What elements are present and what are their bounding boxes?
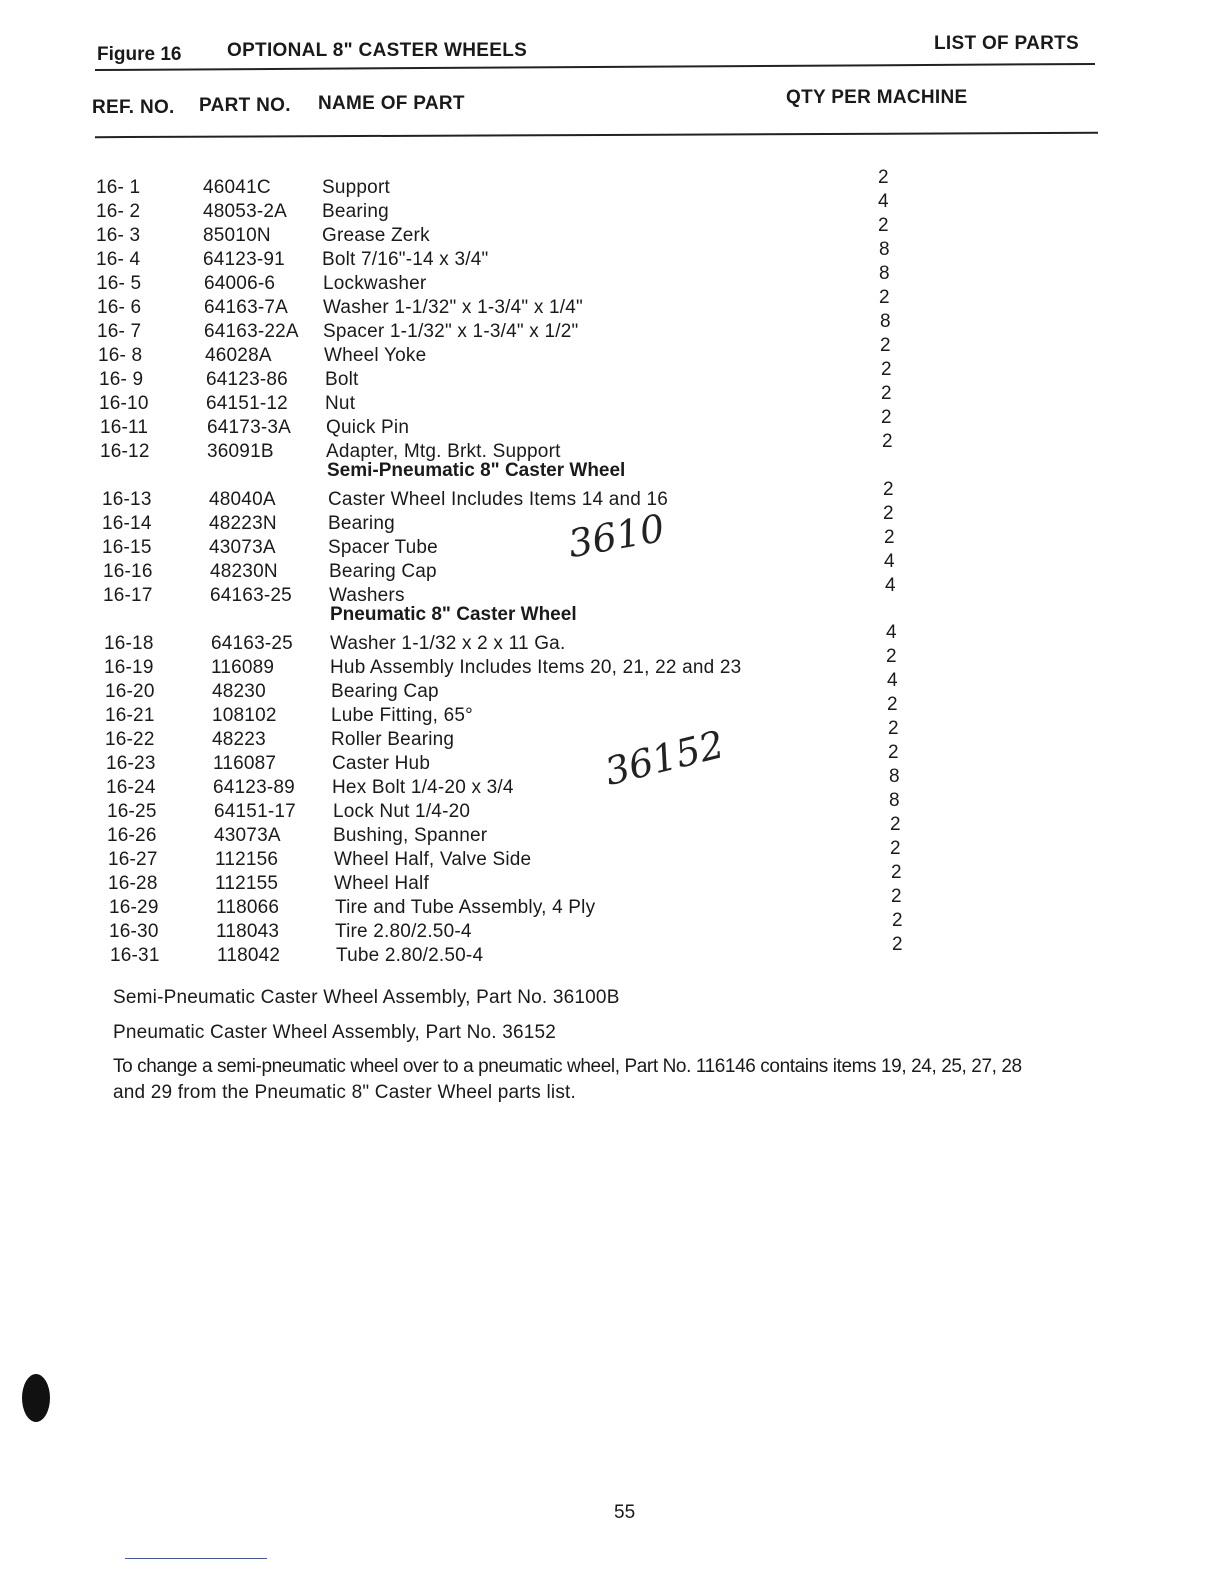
- qty-value: 2: [891, 862, 902, 883]
- ref-no: 16-28: [108, 873, 158, 894]
- part-name: Bolt: [325, 369, 359, 390]
- part-no: 48223N: [209, 513, 277, 534]
- figure-label: Figure 16: [97, 44, 182, 65]
- part-name: Tube 2.80/2.50-4: [336, 945, 484, 966]
- ref-no: 16- 7: [97, 321, 142, 342]
- part-no: 118066: [216, 897, 280, 918]
- part-no: 64173-3A: [207, 417, 292, 438]
- part-name: Bearing Cap: [331, 681, 439, 702]
- qty-value: 2: [892, 934, 903, 955]
- part-no: 64151-12: [206, 393, 288, 414]
- ref-no: 16-22: [105, 729, 155, 750]
- part-no: 48223: [212, 729, 266, 750]
- ref-no: 16-30: [109, 921, 159, 942]
- ref-no: 16- 1: [96, 177, 141, 198]
- part-name: Washers: [329, 585, 405, 606]
- binder-hole-mark: [22, 1374, 50, 1422]
- part-name: Washer 1-1/32 x 2 x 11 Ga.: [330, 633, 566, 654]
- ref-no: 16-19: [104, 657, 154, 678]
- ref-no: 16-21: [105, 705, 155, 726]
- qty-value: 8: [879, 239, 890, 260]
- part-name: Roller Bearing: [331, 729, 455, 750]
- part-name: Nut: [325, 393, 356, 414]
- ref-no: 16-14: [102, 513, 152, 534]
- qty-value: 2: [881, 359, 892, 380]
- ref-no: 16-18: [104, 633, 154, 654]
- part-no: 118042: [217, 945, 281, 966]
- qty-value: 2: [881, 383, 892, 404]
- ref-no: 16- 3: [96, 225, 141, 246]
- ref-no: 16-24: [106, 777, 156, 798]
- ref-no: 16- 5: [97, 273, 142, 294]
- part-name: Hub Assembly Includes Items 20, 21, 22 and 23: [330, 657, 742, 678]
- part-name: Lube Fitting, 65°: [331, 705, 473, 726]
- part-no: 64123-91: [203, 249, 285, 270]
- part-no: 43073A: [209, 537, 276, 558]
- column-header-rule: [95, 132, 1098, 138]
- col-part-no: PART NO.: [199, 95, 291, 116]
- part-name: Wheel Yoke: [324, 345, 427, 366]
- ref-no: 16-25: [107, 801, 157, 822]
- qty-value: 2: [888, 718, 899, 739]
- header-rule: [95, 63, 1095, 71]
- part-no: 64006-6: [204, 273, 276, 294]
- qty-value: 2: [887, 694, 898, 715]
- qty-value: 2: [878, 215, 889, 236]
- qty-value: 4: [886, 622, 897, 643]
- qty-value: 2: [880, 335, 891, 356]
- conversion-note-line1: To change a semi-pneumatic wheel over to a pneumatic wheel, Part No. 116146 contains items 19, 24, 25, 27, 28: [113, 1056, 1022, 1077]
- qty-value: 2: [878, 167, 889, 188]
- part-name: Spacer Tube: [328, 537, 438, 558]
- part-no: 36091B: [207, 441, 274, 462]
- ref-no: 16-17: [103, 585, 153, 606]
- ref-no: 16- 9: [99, 369, 144, 390]
- handwritten-note-36152: 36152: [600, 722, 729, 794]
- ref-no: 16-15: [102, 537, 152, 558]
- part-name: Support: [322, 177, 390, 198]
- part-name: Bearing: [322, 201, 389, 222]
- part-no: 48040A: [209, 489, 276, 510]
- ref-no: 16-12: [100, 441, 150, 462]
- part-no: 48053-2A: [203, 201, 288, 222]
- qty-value: 2: [883, 479, 894, 500]
- col-qty: QTY PER MACHINE: [786, 87, 968, 108]
- qty-value: 4: [884, 551, 895, 572]
- part-name: Hex Bolt 1/4-20 x 3/4: [332, 777, 514, 798]
- qty-value: 2: [890, 814, 901, 835]
- semi-pneumatic-assembly-note: Semi-Pneumatic Caster Wheel Assembly, Part No. 36100B: [113, 987, 620, 1008]
- ref-no: 16-27: [108, 849, 158, 870]
- part-name: Wheel Half: [334, 873, 429, 894]
- part-no: 118043: [216, 921, 280, 942]
- ref-no: 16- 4: [96, 249, 141, 270]
- qty-value: 8: [880, 311, 891, 332]
- ref-no: 16-13: [102, 489, 152, 510]
- qty-value: 2: [891, 886, 902, 907]
- part-name: Bushing, Spanner: [333, 825, 488, 846]
- pneumatic-assembly-note: Pneumatic Caster Wheel Assembly, Part No. 36152: [113, 1022, 557, 1043]
- col-ref-no: REF. NO.: [92, 97, 175, 118]
- part-no: 112155: [215, 873, 279, 894]
- part-no: 85010N: [203, 225, 271, 246]
- part-name: Bearing: [328, 513, 395, 534]
- ref-no: 16- 2: [96, 201, 141, 222]
- part-name: Washer 1-1/32" x 1-3/4" x 1/4": [323, 297, 583, 318]
- part-name: Bearing Cap: [329, 561, 437, 582]
- qty-value: 2: [884, 527, 895, 548]
- ref-no: 16-11: [100, 417, 149, 438]
- footer-blue-line: [125, 1558, 267, 1559]
- part-name: Tire and Tube Assembly, 4 Ply: [335, 897, 596, 918]
- part-no: 46041C: [203, 177, 271, 198]
- part-no: 64151-17: [214, 801, 296, 822]
- qty-value: 2: [879, 287, 890, 308]
- part-name: Grease Zerk: [322, 225, 430, 246]
- qty-value: 2: [886, 646, 897, 667]
- page-number: 55: [614, 1502, 636, 1523]
- qty-value: 2: [888, 742, 899, 763]
- part-no: 64163-25: [211, 633, 293, 654]
- part-no: 64163-22A: [204, 321, 299, 342]
- ref-no: 16-29: [109, 897, 159, 918]
- part-name: Wheel Half, Valve Side: [334, 849, 532, 870]
- part-no: 64163-7A: [204, 297, 289, 318]
- ref-no: 16-26: [107, 825, 157, 846]
- qty-value: 4: [887, 670, 898, 691]
- section-heading-pneumatic: Pneumatic 8" Caster Wheel: [330, 604, 577, 625]
- part-name: Adapter, Mtg. Brkt. Support: [326, 441, 561, 462]
- ref-no: 16- 6: [97, 297, 142, 318]
- qty-value: 2: [881, 407, 892, 428]
- list-of-parts-label: LIST OF PARTS: [934, 33, 1079, 54]
- ref-no: 16-31: [110, 945, 160, 966]
- part-no: 116087: [213, 753, 277, 774]
- part-no: 64123-89: [213, 777, 295, 798]
- part-name: Caster Hub: [332, 753, 431, 774]
- part-no: 108102: [212, 705, 277, 726]
- part-no: 64163-25: [210, 585, 292, 606]
- qty-value: 2: [890, 838, 901, 859]
- part-name: Spacer 1-1/32" x 1-3/4" x 1/2": [323, 321, 579, 342]
- part-name: Bolt 7/16"-14 x 3/4": [322, 249, 489, 270]
- qty-value: 2: [882, 431, 893, 452]
- ref-no: 16-10: [99, 393, 149, 414]
- conversion-note-line2: and 29 from the Pneumatic 8" Caster Wheel parts list.: [113, 1082, 576, 1103]
- qty-value: 8: [889, 790, 900, 811]
- qty-value: 8: [879, 263, 890, 284]
- col-name-of-part: NAME OF PART: [318, 93, 465, 114]
- figure-title: OPTIONAL 8" CASTER WHEELS: [227, 40, 528, 61]
- part-no: 116089: [211, 657, 275, 678]
- qty-value: 8: [889, 766, 900, 787]
- qty-value: 2: [892, 910, 903, 931]
- part-no: 46028A: [205, 345, 272, 366]
- ref-no: 16- 8: [98, 345, 143, 366]
- part-no: 48230: [212, 681, 266, 702]
- part-no: 43073A: [214, 825, 281, 846]
- part-no: 64123-86: [206, 369, 288, 390]
- part-name: Tire 2.80/2.50-4: [335, 921, 472, 942]
- section-heading-semi-pneumatic: Semi-Pneumatic 8" Caster Wheel: [327, 460, 626, 481]
- part-no: 112156: [215, 849, 279, 870]
- part-name: Lock Nut 1/4-20: [333, 801, 471, 822]
- part-name: Caster Wheel Includes Items 14 and 16: [328, 489, 669, 510]
- ref-no: 16-23: [106, 753, 156, 774]
- ref-no: 16-20: [105, 681, 155, 702]
- handwritten-note-3610: 3610: [564, 505, 668, 567]
- qty-value: 4: [878, 191, 889, 212]
- ref-no: 16-16: [103, 561, 153, 582]
- qty-value: 4: [885, 575, 896, 596]
- qty-value: 2: [883, 503, 894, 524]
- part-name: Quick Pin: [326, 417, 410, 438]
- part-no: 48230N: [210, 561, 278, 582]
- part-name: Lockwasher: [323, 273, 427, 294]
